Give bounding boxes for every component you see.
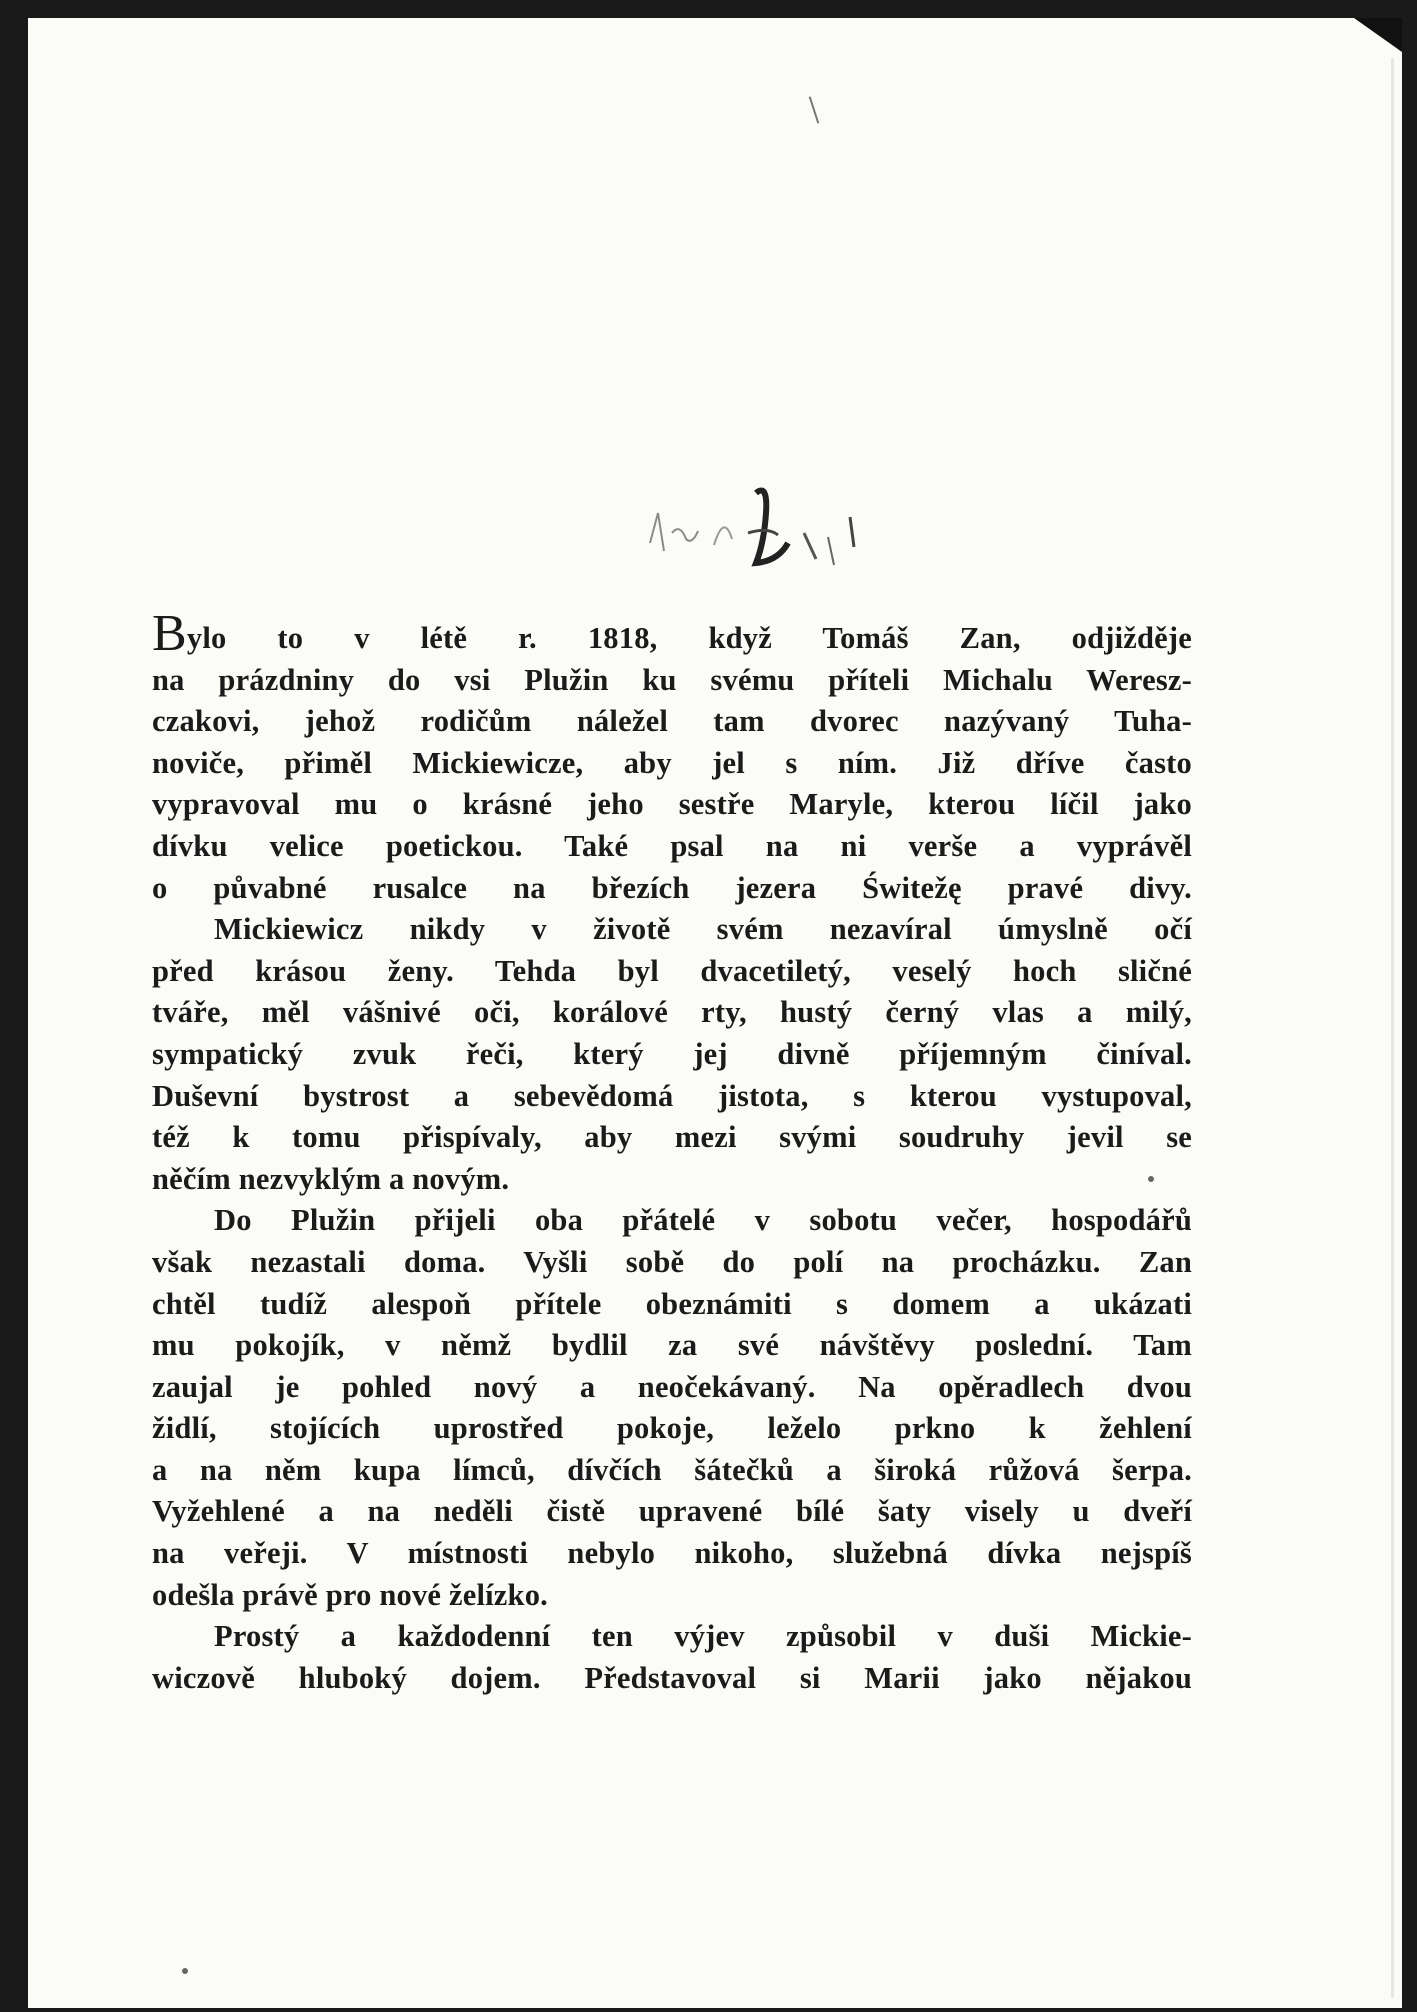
paragraph-2 <box>152 909 1192 1200</box>
text-line: zaujal je pohled nový a neočekávaný. Na opěradlech dvou <box>152 1369 1192 1404</box>
pen-mark <box>809 96 820 123</box>
paragraph-4 <box>152 1616 1192 1699</box>
text-line: wiczově hluboký dojem. Představoval si Marii jako nějakou <box>152 1660 1192 1695</box>
text-line: Duševní bystrost a sebevědomá jistota, s kterou vystupoval, <box>152 1078 1192 1113</box>
text-line: Bylo to v létě r. 1818, když Tomáš Zan, odjižděje <box>152 605 1192 662</box>
text-line: vypravoval mu o krásné jeho sestře Maryle, kterou líčil jako <box>152 787 1192 822</box>
text-line: něčím nezvyklým a novým. <box>152 1161 510 1196</box>
text-line: též k tomu přispívaly, aby mezi svými soudruhy jevil se <box>152 1120 1192 1155</box>
text-line: czakovi, jehož rodičům náležel tam dvorec nazývaný Tuha- <box>152 704 1192 739</box>
text-line: Prostý a každodenní ten výjev způsobil v duši Mickie- <box>214 1619 1192 1654</box>
scanned-page <box>28 18 1402 2008</box>
text-line: židlí, stojících uprostřed pokoje, leželo prkno k žehlení <box>152 1411 1192 1446</box>
body-text <box>152 605 1192 1699</box>
text-line: sympatický zvuk řeči, který jej divně příjemným činíval. <box>152 1036 1192 1071</box>
text-line: Do Plužin přijeli oba přátelé v sobotu večer, hospodářů <box>214 1203 1192 1238</box>
text-line: na prázdniny do vsi Plužin ku svému příteli Michalu Weresz- <box>152 662 1192 697</box>
text-line: odešla právě pro nové želízko. <box>152 1577 548 1612</box>
text-line: před krásou ženy. Tehda byl dvacetiletý, veselý hoch sličné <box>152 953 1192 988</box>
handwritten-signature <box>628 473 888 583</box>
text-line: chtěl tudíž alespoň přítele obeznámiti s domem a ukázati <box>152 1286 1192 1321</box>
text-line: dívku velice poetickou. Také psal na ni verše a vyprávěl <box>152 828 1192 863</box>
text-line: Mickiewicz nikdy v životě svém nezavíral úmyslně očí <box>214 912 1192 947</box>
text-line: na veřeji. V místnosti nebylo nikoho, služebná dívka nejspíš <box>152 1536 1192 1571</box>
text-line: mu pokojík, v němž bydlil za své návštěvy poslední. Tam <box>152 1328 1192 1363</box>
text-line: tváře, měl vášnivé oči, korálové rty, hustý černý vlas a milý, <box>152 995 1192 1030</box>
corner-mark <box>1354 18 1402 52</box>
drop-cap: B <box>152 605 187 662</box>
paragraph-1 <box>152 605 1192 909</box>
text-line: o půvabné rusalce na březích jezera Świtežę pravé divy. <box>152 870 1192 905</box>
text-line: Vyžehlené a na neděli čistě upravené bílé šaty visely u dveří <box>152 1494 1192 1529</box>
text-line: však nezastali doma. Vyšli sobě do polí na procházku. Zan <box>152 1244 1192 1279</box>
text-line: noviče, přiměl Mickiewicze, aby jel s ním. Již dříve často <box>152 745 1192 780</box>
paragraph-3 <box>152 1200 1192 1616</box>
page-edge <box>1391 58 1394 1998</box>
speck <box>182 1968 188 1974</box>
text-line: a na něm kupa límců, dívčích šátečků a široká růžová šerpa. <box>152 1452 1192 1487</box>
